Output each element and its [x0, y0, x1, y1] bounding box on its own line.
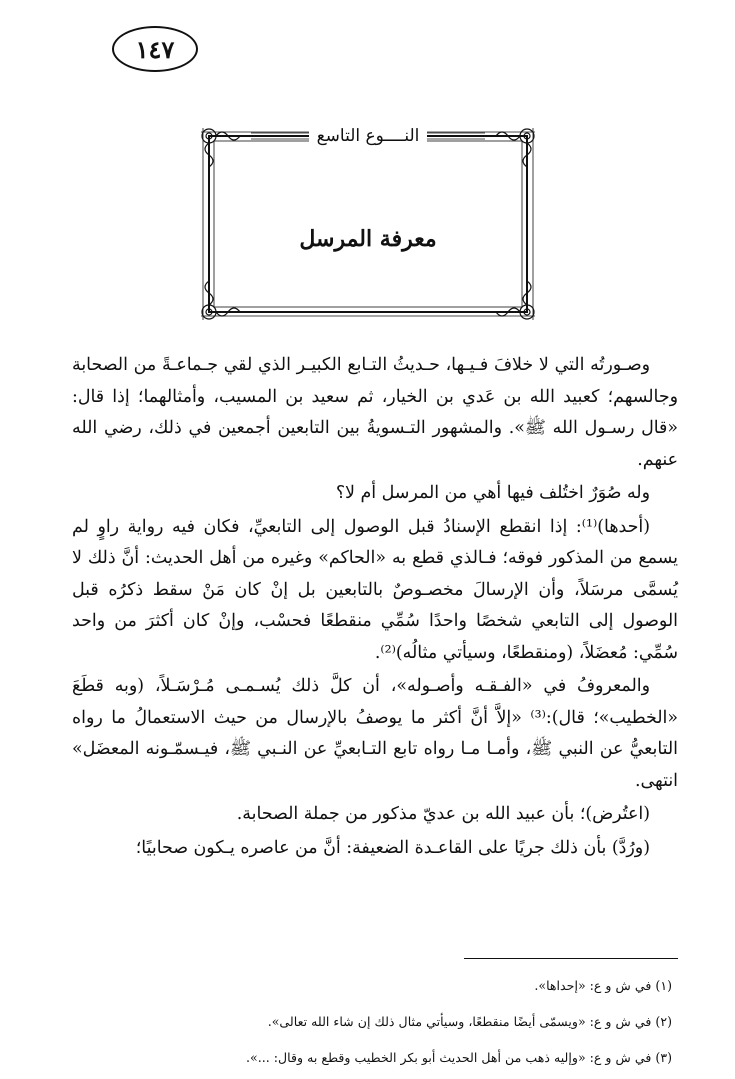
footnote: (٢) في ش و ع: «ويسمّى أيضًا منقطعًا، وسيأتي مثال ذلك إن شاء الله تعالى». — [267, 1014, 672, 1029]
footnote-divider — [464, 958, 678, 959]
footnote: (٣) في ش و ع: «وإليه ذهب من أهل الحديث أبو بكر الخطيب وقطع به وقال: ...». — [246, 1050, 672, 1065]
page-number: ١٤٧ — [112, 26, 198, 72]
footnotes — [72, 968, 678, 1076]
paragraph: (أحدها)⁽¹⁾: إذا انقطع الإسنادُ قبل الوصول إلى التابعيِّ، فكان فيه رواية راوٍ لم يسمع من المذكور فوقه؛ فـالذي قطع به «الحاكم» وغيره من أهل الحديث: أنَّ ذلك لا يُسمَّى مرسَلاً، وأن الإرسالَ مخصـوصٌ بالتابعين بل إنْ كان مَنْ سقط ذكرُه قبل الوصول إلى التابعي شخصًا واحدًا سُمِّي منقطعًا فحسْب، وإنْ كان أكثرَ من واحد سُمِّي: مُعضَلاً، (ومنقطعًا، وسيأتي مثالُه)⁽²⁾. — [72, 516, 678, 663]
chapter-title-frame — [197, 122, 539, 326]
paragraph: (اعتُرض)؛ بأن عبيد الله بن عديّ مذكور من جملة الصحابة. — [236, 804, 650, 824]
footnote: (١) في ش و ع: «إحداها». — [534, 978, 672, 993]
paragraph: وصـورتُه التي لا خلافَ فـيـها، حـديثُ التـابع الكبيـر الذي لقي جـماعـةً من الصحابة وجالسهم؛ كعبيد الله بن عَدي بن الخيار، ثم سعيد بن المسيب، وأمثالهما؛ إذا قال: «قال رسـول الله ﷺ». والمشهور التـسويةُ بين التابعين أجمعين في ذلك، رضي الله عنهم. — [72, 355, 678, 470]
paragraph: وله صُوَرٌ اختُلف فيها أهي من المرسل أم لا؟ — [335, 483, 650, 503]
paragraph: (ورُدَّ) بأن ذلك جريًا على القاعـدة الضعيفة: أنَّ من عاصره يـكون صحابيًا؛ — [135, 837, 650, 858]
chapter-title: معرفة المرسل — [299, 226, 437, 252]
chapter-label: النــــوع التاسع — [197, 126, 539, 146]
paragraph: والمعروفُ في «الفـقـه وأصـوله»، أن كلَّ ذلك يُسـمـى مُـرْسَـلاً، (وبه قطَعَ «الخطيب»؛ قال):⁽³⁾ «إلاَّ أنَّ أكثر ما يوصفُ بالإرسال من حيث الاستعمالُ ما رواه التابعيُّ عن النبي ﷺ، وأمـا مـا رواه تابع التـابعيِّ عن النـبي ﷺ، فيـسمّـونه المعضَل» انتهى. — [72, 676, 678, 791]
main-text — [72, 350, 678, 866]
ornamental-border-icon — [197, 122, 539, 326]
